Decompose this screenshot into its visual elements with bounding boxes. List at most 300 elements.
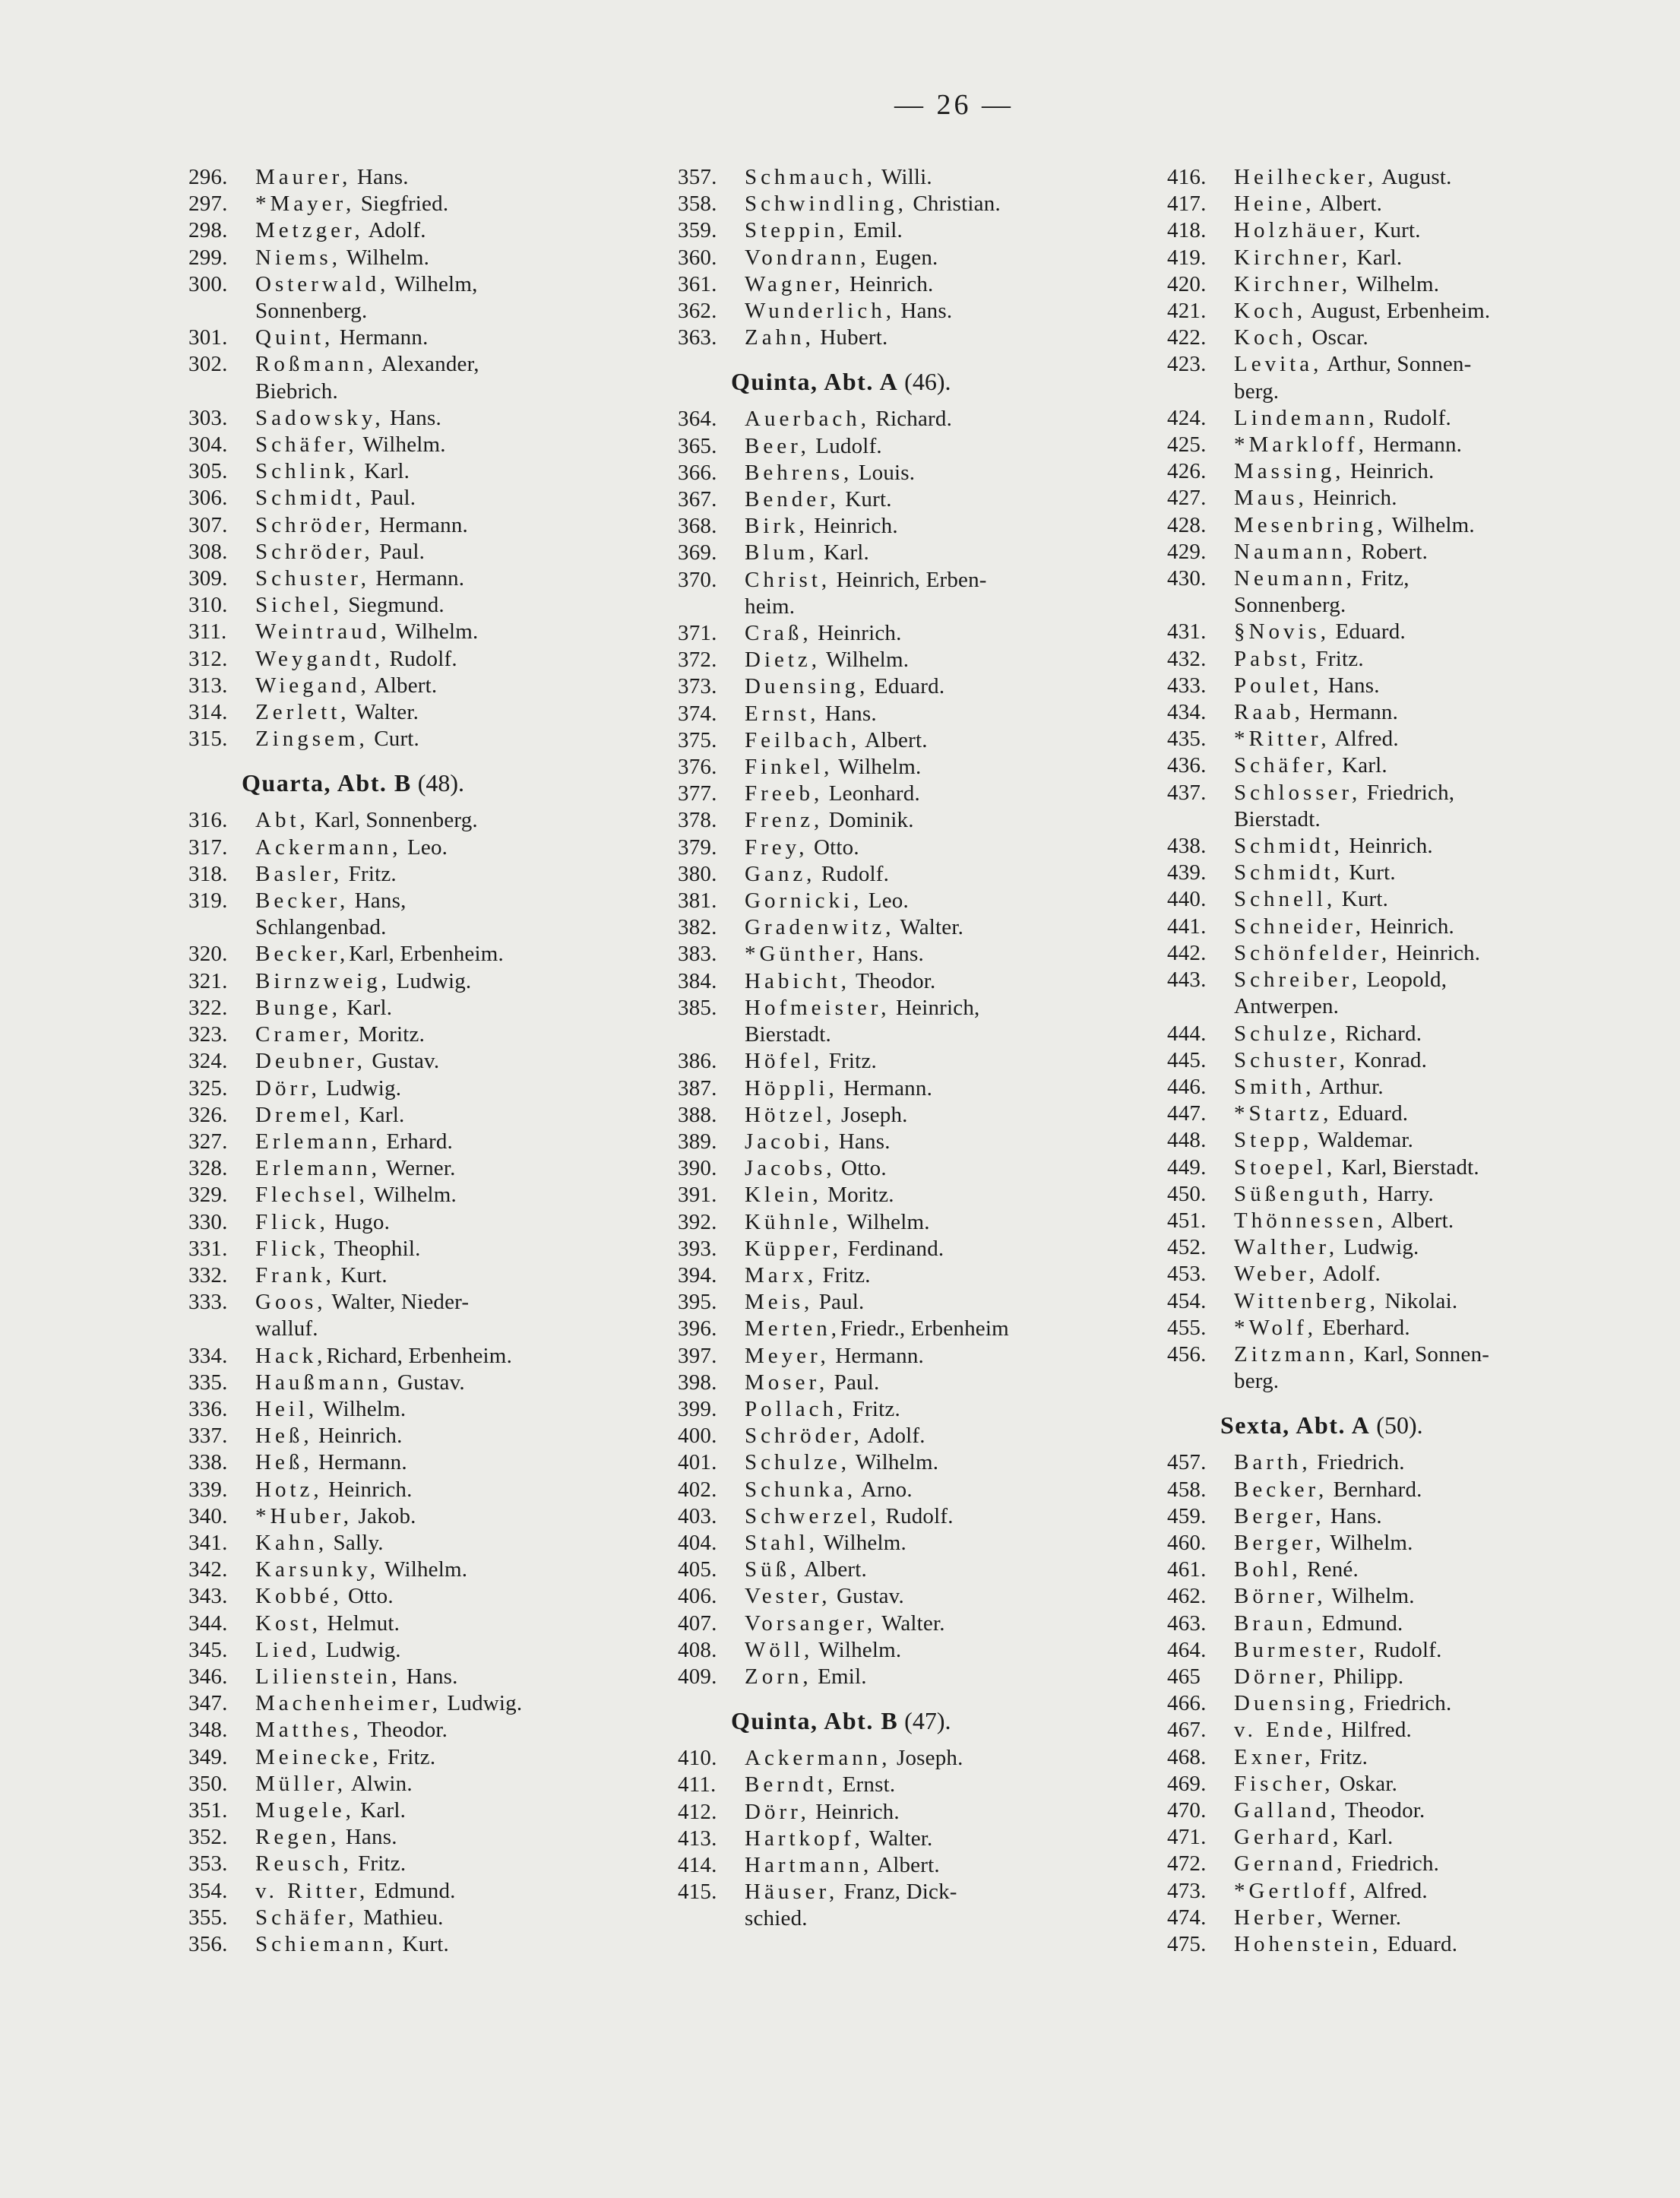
entry-surname: Lied, [255,1637,321,1662]
entry-text [745,1745,1134,1772]
list-item [1167,512,1623,539]
entry-details: Karl. [818,540,869,565]
entry-surname: Auerbach, [745,407,870,432]
entry-details: René. [1301,1557,1359,1582]
entry-details: Edmund. [369,1878,456,1903]
entry-surname: Weintraud, [255,619,391,645]
entry-number: 372. [678,648,717,673]
entry-surname: Schuster, [255,566,370,591]
list-item [188,217,644,244]
list-item [1167,673,1623,699]
entry-details: Hans. [1324,1503,1382,1528]
entry-surname: Moser, [745,1370,829,1395]
entry-number: 337. [188,1424,228,1449]
entry-details: Joseph. [891,1746,963,1771]
entry-text [255,351,644,404]
entry-surname: Heine, [1234,192,1315,217]
entry-text [255,1690,644,1717]
entry-number: 344. [188,1610,228,1636]
entry-details: Dominik. [823,808,914,833]
entry-number: 438. [1167,834,1207,859]
entry-text [745,1129,1134,1155]
entry-text [1234,833,1623,860]
entry-number: 435. [1167,727,1207,752]
list-item [188,1905,644,1931]
entry-text [1234,164,1623,191]
entry-details: Heinrich. [808,514,898,539]
entry-number: 383. [678,942,717,967]
entry-details: Albert. [799,1557,867,1582]
entry-number: 296. [188,165,228,189]
entry-details: Wilhelm. [340,245,430,270]
entry-text [255,539,644,565]
list-item [1167,1101,1623,1127]
entry-details: Karl, Sonnenberg. [308,808,478,833]
list-item [1167,298,1623,325]
entry-number: 439. [1167,860,1207,885]
list-item [678,1879,1134,1932]
entry-number: 387. [678,1075,717,1101]
entry-surname: Walther, [1234,1235,1339,1260]
entry-surname: Jacobs, [745,1156,836,1181]
list-item [188,1610,644,1637]
entry-details: Moritz. [353,1022,426,1047]
entry-text [745,486,1134,513]
entry-number: 453. [1167,1262,1207,1287]
entry-text [745,1772,1134,1798]
list-item [678,835,1134,861]
entry-text [745,513,1134,540]
entry-details: Waldemar. [1312,1128,1414,1153]
entry-text [255,1530,644,1557]
entry-number: 364. [678,407,717,432]
entry-text [745,1075,1134,1102]
entry-details: Hans, [349,888,407,914]
entry-surname: Feilbach, [745,727,861,752]
entry-text [745,701,1134,727]
entry-number: 443. [1167,968,1207,993]
entry-number: 362. [678,299,717,324]
list-item [1167,1771,1623,1797]
entry-text [1234,485,1623,511]
entry-number: 307. [188,512,228,537]
entry-text [255,995,644,1021]
entry-details: Heinrich. [1344,459,1435,484]
entry-surname: Schmidt, [255,486,365,511]
list-item [1167,914,1623,940]
entry-surname: Exner, [1234,1744,1315,1769]
list-item [1167,351,1623,404]
entry-details: Walter. [876,1610,945,1636]
entry-text [255,968,644,995]
list-item [1167,1021,1623,1047]
entry-text [255,325,644,351]
section-count: (47). [904,1707,951,1735]
list-item [678,567,1134,620]
entry-surname: v. Ende, [1234,1718,1336,1743]
section-title: Quarta, Abt. B [242,769,412,797]
list-item [188,673,644,699]
entry-details: Hermann. [837,1075,933,1101]
entry-text [255,1343,644,1370]
entry-details: Ludwig. [391,968,472,993]
list-item [678,620,1134,647]
entry-text [1234,191,1623,217]
entry-details: Ferdinand. [842,1236,944,1261]
entry-text [1234,1074,1623,1101]
entry-details: Rudolf. [815,861,890,886]
entry-number: 391. [678,1183,717,1208]
entry-text [1234,1449,1623,1476]
list-item [678,540,1134,566]
list-item [1167,886,1623,913]
entry-number: 297. [188,192,228,217]
entry-text [745,1236,1134,1262]
entry-surname: *Markloff, [1234,432,1368,458]
entry-surname: Schwindling, [745,192,907,217]
entry-details: Fritz. [1310,646,1364,671]
entry-number: 301. [188,325,228,350]
list-item [188,1075,644,1102]
entry-details: Friedrich. [1358,1691,1452,1716]
entry-surname: Schmauch, [745,165,877,189]
entry-number: 304. [188,432,228,458]
entry-number: 322. [188,995,228,1020]
entry-text [255,1155,644,1182]
entry-number: 370. [678,567,717,592]
entry-number: 366. [678,460,717,485]
entry-surname: Craß, [745,621,812,646]
entry-text [255,245,644,271]
list-item [1167,1931,1623,1958]
entry-surname: Vester, [745,1584,831,1609]
list-item [188,1824,644,1851]
list-item [188,1637,644,1664]
entry-number: 345. [188,1637,228,1662]
entry-number: 467. [1167,1718,1207,1743]
entry-number: 310. [188,593,228,618]
entry-surname: Reusch, [255,1851,353,1877]
entry-text [745,1423,1134,1449]
entry-surname: Schlosser, [1234,780,1362,805]
section-title: Quinta, Abt. B [731,1707,899,1735]
entry-number: 369. [678,540,717,565]
entry-text [1234,1557,1623,1583]
entry-text [1234,512,1623,539]
entry-surname: §Novis, [1234,619,1330,645]
list-item [188,164,644,191]
entry-details: Otto. [835,1156,887,1181]
entry-details: Hugo. [328,1209,391,1234]
entry-text [255,1717,644,1744]
entry-details: Ludolf. [809,433,882,458]
entry-surname: Maus, [1234,486,1308,511]
entry-details: Theodor. [362,1718,448,1743]
entry-text [1234,271,1623,298]
entry-number: 418. [1167,218,1207,243]
entry-details: Karl. [1342,1825,1394,1850]
entry-number: 395. [678,1290,717,1315]
entry-text [255,1129,644,1155]
list-item [678,701,1134,727]
list-item [1167,699,1623,726]
entry-details: Fritz, [1356,566,1409,591]
list-item [188,405,644,432]
entry-text [1234,1315,1623,1341]
entry-continuation: berg. [1234,378,1280,404]
entry-details: Karl. [340,995,393,1020]
entry-details: Wilhelm. [818,1530,906,1555]
entry-surname: Koch, [1234,325,1307,350]
list-item [1167,1583,1623,1610]
entry-text [1234,539,1623,565]
list-item [678,888,1134,914]
entry-number: 434. [1167,700,1207,725]
list-item [188,646,644,673]
section-heading [1167,1395,1623,1449]
entry-surname: Vondrann, [745,245,870,270]
entry-text [255,458,644,485]
list-item [678,325,1134,351]
entry-text [255,1209,644,1236]
entry-number: 411. [678,1772,717,1797]
entry-number: 323. [188,1022,228,1047]
entry-number: 428. [1167,512,1207,537]
entry-text [745,1102,1134,1129]
entry-number: 348. [188,1718,228,1743]
entry-number: 346. [188,1664,228,1689]
entry-text [745,647,1134,673]
list-item [1167,164,1623,191]
entry-number: 442. [1167,940,1207,965]
list-item [1167,1477,1623,1503]
entry-surname: Fischer, [1234,1771,1334,1796]
entry-text [255,1664,644,1690]
entry-surname: Heilhecker, [1234,165,1378,189]
entry-text [1234,1637,1623,1664]
entry-details: Albert. [872,1852,940,1877]
entry-text [745,540,1134,566]
entry-details: Nikolai. [1379,1288,1458,1313]
entry-surname: Schreiber, [1234,968,1362,993]
entry-details: Walter. [894,915,964,940]
entry-text [745,1289,1134,1316]
entry-number: 474. [1167,1905,1207,1930]
entry-number: 314. [188,700,228,725]
entry-text [1234,726,1623,752]
entry-number: 447. [1167,1101,1207,1126]
entry-details: Heinrich. [1343,834,1433,859]
entry-details: Otto. [808,835,859,860]
list-item [678,1826,1134,1852]
entry-number: 452. [1167,1235,1207,1260]
list-item [678,298,1134,325]
entry-text [255,1021,644,1048]
entry-details: Hans. [384,405,441,430]
list-item [1167,619,1623,645]
entry-surname: Kirchner, [1234,245,1352,270]
entry-text [1234,1341,1623,1395]
entry-number: 327. [188,1129,228,1154]
entry-text [745,781,1134,807]
entry-text [745,1664,1134,1690]
entry-details: Hermann. [334,325,429,350]
entry-number: 413. [678,1826,717,1851]
entry-details: Wilhelm. [833,755,922,780]
list-item [678,1316,1134,1342]
entry-surname: Stoepel, [1234,1154,1337,1180]
entry-text [1234,1530,1623,1557]
entry-details: Albert. [1386,1208,1454,1233]
list-item [678,433,1134,460]
entry-number: 417. [1167,192,1207,217]
entry-number: 466. [1167,1691,1207,1716]
list-item [678,406,1134,432]
entry-surname: *Ritter, [1234,727,1330,752]
section-title: Quinta, Abt. A [731,368,899,396]
entry-details: Siegmund. [342,593,445,618]
entry-text [1234,1503,1623,1530]
entry-number: 386. [678,1049,717,1074]
list-item [188,512,644,539]
entry-number: 472. [1167,1851,1207,1877]
entry-number: 361. [678,271,717,296]
entry-details: Eberhard. [1317,1315,1410,1340]
entry-details: Albert. [369,673,438,698]
entry-continuation: Antwerpen. [1234,994,1340,1019]
list-item [1167,1851,1623,1877]
entry-surname: Naumann, [1234,539,1356,564]
entry-surname: *Wolf, [1234,1315,1318,1340]
entry-surname: Schmidt, [1234,860,1343,885]
entry-number: 429. [1167,539,1207,564]
list-item [1167,191,1623,217]
entry-details: Adolf. [1318,1262,1381,1287]
entry-details: Friedr., Erbenheim [840,1316,1009,1341]
entry-surname: Thönnessen, [1234,1208,1387,1233]
list-item [678,271,1134,298]
list-item [1167,780,1623,833]
entry-number: 398. [678,1370,717,1395]
entry-details: Karl, Bierstadt. [1336,1154,1479,1180]
entry-continuation: Sonnenberg. [1234,593,1346,618]
list-item [678,1852,1134,1879]
list-item [678,727,1134,754]
entry-details: Eduard. [1381,1932,1458,1956]
entry-details: Leo. [401,835,448,860]
entry-details: Kurt. [839,487,892,512]
list-item [188,1690,644,1717]
entry-text [255,1503,644,1530]
entry-surname: Flechsel, [255,1183,369,1208]
entry-surname: Hofmeister, [745,995,891,1020]
entry-number: 451. [1167,1208,1207,1233]
list-item [188,351,644,404]
entry-details: Mathieu. [357,1905,444,1930]
list-item [188,1155,644,1182]
entry-details: Wilhelm. [390,619,479,645]
entry-surname: Lilienstein, [255,1664,401,1689]
list-item [188,1583,644,1610]
entry-text [1234,619,1623,645]
entry-details: Werner. [380,1156,456,1181]
entry-text [255,191,644,217]
entry-details: Theodor. [1340,1797,1425,1823]
entry-surname: Mesenbring, [1234,512,1387,537]
entry-number: 349. [188,1744,228,1769]
entry-surname: Smith, [1234,1074,1315,1099]
entry-details: Richard. [1340,1021,1422,1046]
entry-number: 365. [678,433,717,458]
section-count: (50). [1376,1411,1423,1439]
list-item [188,861,644,888]
entry-text [255,835,644,861]
entry-surname: Bender, [745,487,840,512]
entry-surname: Zerlett, [255,700,350,725]
entry-text [745,1610,1134,1637]
entry-text [255,1771,644,1797]
entry-text [1234,752,1623,779]
entry-details: Arthur, Sonnen- [1322,352,1472,377]
entry-text [745,460,1134,486]
entry-text [745,1209,1134,1236]
entry-number: 460. [1167,1530,1207,1555]
entry-text [745,754,1134,781]
entry-number: 308. [188,539,228,564]
entry-surname: Frank, [255,1262,335,1287]
entry-continuation: schied. [745,1906,808,1931]
entry-text [745,271,1134,298]
entry-surname: Galland, [1234,1797,1340,1823]
entry-number: 376. [678,755,717,780]
entry-details: Karl, Sonnen- [1358,1341,1490,1367]
entry-details: Heinrich. [322,1477,413,1502]
list-item [188,1851,644,1877]
list-item [1167,565,1623,619]
entry-surname: Christ, [745,567,831,592]
entry-surname: Meis, [745,1290,814,1315]
entry-text [255,1048,644,1075]
entry-surname: Marx, [745,1262,818,1287]
entry-details: Ernst. [837,1772,896,1797]
entry-details: Friedrich, [1361,780,1455,805]
entry-surname: Schröder, [255,512,374,537]
entry-details: Albert. [1315,192,1383,217]
entry-text [1234,298,1623,325]
entry-text [745,1503,1134,1530]
entry-number: 426. [1167,459,1207,484]
entry-text [1234,1261,1623,1287]
entry-surname: Sadowsky, [255,405,384,430]
entry-number: 471. [1167,1825,1207,1850]
entry-text [745,1477,1134,1503]
entry-number: 469. [1167,1771,1207,1796]
entry-number: 462. [1167,1584,1207,1609]
entry-text [255,941,644,968]
list-item [1167,325,1623,351]
entry-details: Philipp. [1327,1664,1404,1689]
entry-surname: Höfel, [745,1049,824,1074]
list-item [188,1477,644,1503]
entry-number: 410. [678,1746,717,1771]
entry-details: Rudolf. [384,646,457,671]
entry-text [1234,1797,1623,1824]
entry-details: Oscar. [1306,325,1369,350]
entry-details: Alfred. [1330,727,1399,752]
entry-number: 392. [678,1209,717,1234]
list-item [1167,1154,1623,1181]
entry-number: 352. [188,1825,228,1850]
